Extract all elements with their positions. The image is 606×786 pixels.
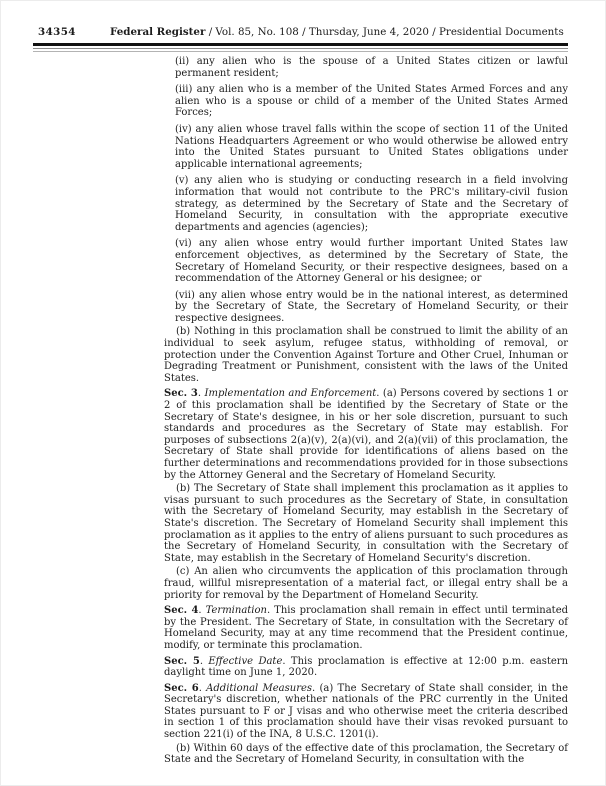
text-segment-bold: Sec. 4 bbox=[164, 605, 199, 617]
header-title bbox=[110, 26, 564, 38]
publication-name: Federal Register bbox=[110, 26, 206, 38]
page-number: 34354 bbox=[38, 26, 76, 38]
text-segment-normal: (ii) any alien who is the spouse of a United States citizen or lawful permanent resident; bbox=[175, 56, 568, 79]
text-segment-normal: . bbox=[197, 388, 205, 400]
text-segment-normal: (b) Nothing in this proclamation shall be construed to limit the ability of an individual to seek asylum, refugee status, withholding of removal, or protection under the Convention Against Torture and Other Cruel, Inhuman or Degrading Treatment or Punishment, consistent with the laws of the United States. bbox=[164, 326, 568, 384]
paragraph-para bbox=[164, 743, 568, 766]
document-body bbox=[164, 56, 568, 766]
paragraph-clause bbox=[175, 56, 568, 79]
text-segment-normal: (b) The Secretary of State shall implement this proclamation as it applies to visas pursuant to such procedures as the Secretary of State, in consultation with the Secretary of Homeland Security, may establish in the Secretary of State's discretion. The Secretary of Homeland Security shall implement this proclamation as it applies to the entry of aliens pursuant to such procedures as the Secretary of Homeland Security, in consultation with the Secretary of State, may establish in the Secretary of Homeland Security's discretion. bbox=[164, 483, 568, 564]
text-segment-bold: Sec. 5 bbox=[164, 655, 200, 667]
text-segment-italic: Implementation and Enforcement bbox=[204, 388, 377, 400]
text-segment-normal: (b) Within 60 days of the effective date of this proclamation, the Secretary of State and the Secretary of Homeland Security, in consultation with the bbox=[164, 742, 568, 766]
header-rule-thin bbox=[33, 48, 568, 49]
paragraph-clause bbox=[175, 238, 568, 284]
text-segment-italic: Additional Measures bbox=[206, 682, 313, 694]
text-segment-normal: (iii) any alien who is a member of the United States Armed Forces and any alien who is a spouse or child of a member of the United States Armed Forces; bbox=[175, 84, 568, 119]
paragraph-clause bbox=[175, 124, 568, 170]
text-segment-normal: (c) An alien who circumvents the application of this proclamation through fraud, willful misrepresentation of a material fact, or illegal entry shall be a priority for removal by the Department of Homeland Security. bbox=[164, 566, 568, 601]
text-segment-normal: . bbox=[199, 655, 209, 667]
page-header bbox=[38, 26, 586, 40]
paragraph-para bbox=[164, 483, 568, 564]
text-segment-normal: . This proclamation shall remain in effect until terminated by the President. The Secretary of State, in consultation with the Secretary of Homeland Security, may at any time recommend that the President continue, modify, or terminate this proclamation. bbox=[164, 605, 569, 651]
paragraph-section bbox=[164, 656, 568, 679]
text-segment-normal: (iv) any alien whose travel falls within the scope of section 11 of the United Nations Headquarters Agreement or who would otherwise be allowed entry into the United States pursuant to United States obligations under applicable international agreements; bbox=[175, 123, 568, 170]
text-segment-italic: Effective Date bbox=[208, 655, 283, 667]
text-segment-normal: . (a) Persons covered by sections 1 or 2 of this proclamation shall be identified by the Secretary of State or the Secretary of State's designee, in his or her sole discretion, pursuant to such standards and procedures as the Secretary of State may establish. For purposes of subsections 2(a)(v), 2(a)(vi), and 2(a)(vii) of this proclamation, the Secretary of State shall provide for identifications of aliens based on the further determinations and recommendations provided for in those subsections by the Attorney General and the Secretary of Homeland Security. bbox=[164, 388, 569, 481]
text-segment-normal: . bbox=[198, 682, 207, 694]
text-segment-normal: (v) any alien who is studying or conducting research in a field involving information that would not contribute to the PRC's military-civil fusion strategy, as determined by the Secretary of State and the Secretary of Homeland Security, in consultation with the appropriate executive departments and agencies (agencies); bbox=[175, 175, 568, 233]
paragraph-section bbox=[164, 683, 568, 741]
paragraph-clause bbox=[175, 290, 568, 325]
text-segment-normal: (vii) any alien whose entry would be in the national interest, as determined by the Secretary of State, the Secretary of Homeland Security, or their respective designees. bbox=[175, 289, 568, 324]
text-segment-normal: . bbox=[198, 605, 206, 617]
text-segment-normal: . This proclamation is effective at 12:00 p.m. eastern daylight time on June 1, 2020. bbox=[164, 655, 569, 679]
text-segment-bold: Sec. 6 bbox=[164, 682, 199, 694]
text-segment-normal: . (a) The Secretary of State shall consider, in the Secretary's discretion, whether nationals of the PRC currently in the United States pursuant to F or J visas and who otherwise meet the criteria described in section 1 of this proclamation should have their visas revoked pursuant to section 221(i) of the INA, 8 U.S.C. 1201(i). bbox=[164, 682, 569, 741]
text-segment-bold: Sec. 3 bbox=[164, 388, 198, 400]
issue-info: / Vol. 85, No. 108 / Thursday, June 4, 2020 / Presidential Documents bbox=[208, 26, 564, 38]
text-segment-italic: Termination bbox=[205, 605, 267, 617]
paragraph-para bbox=[164, 566, 568, 601]
paragraph-section bbox=[164, 388, 568, 481]
paragraph-clause bbox=[175, 175, 568, 233]
paragraph-clause bbox=[175, 84, 568, 119]
paragraph-para bbox=[164, 326, 568, 384]
text-segment-normal: (vi) any alien whose entry would further important United States law enforcement objectives, as determined by the Secretary of State, the Secretary of Homeland Security, or their respective designees, based on a recommendation of the Attorney General or his designee; or bbox=[175, 238, 568, 285]
header-rule-thin-lower bbox=[33, 51, 568, 52]
paragraph-section bbox=[164, 605, 568, 651]
header-rule-thick bbox=[33, 43, 568, 46]
